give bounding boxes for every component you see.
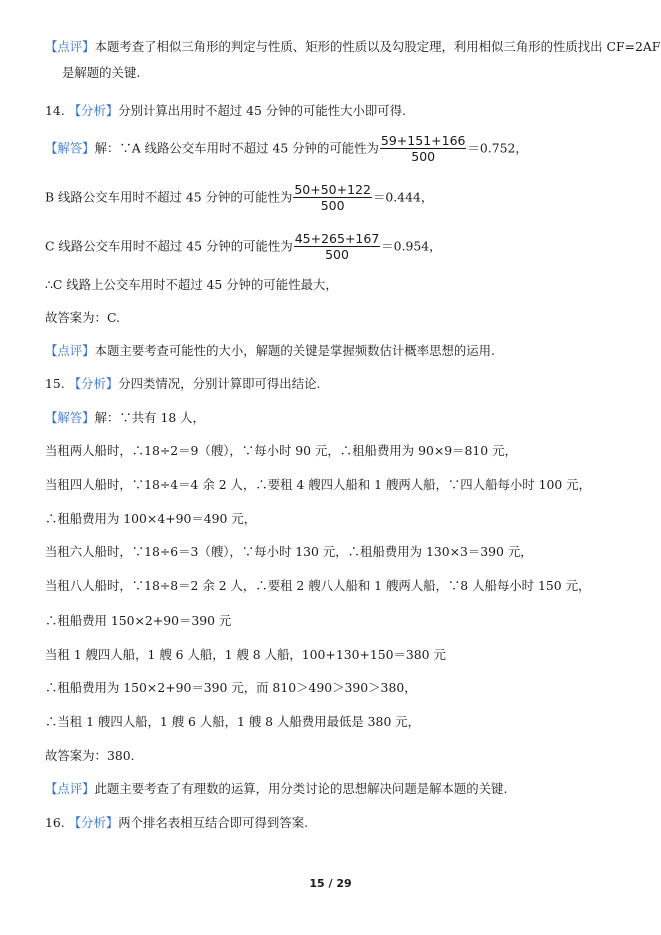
- fraction: [294, 231, 381, 263]
- solution-line: [45, 647, 641, 663]
- solution-line: [45, 544, 641, 560]
- solution-text: 解：∵共有 18 人，: [94, 410, 205, 425]
- solution-line: [45, 613, 641, 629]
- analysis-tag: 【分析】: [68, 376, 119, 391]
- comment-line: [45, 39, 661, 55]
- fraction: [293, 182, 372, 214]
- analysis-tag: 【分析】: [68, 815, 119, 830]
- comment-text: 本题主要考查可能性的大小，解题的关键是掌握频数估计概率思想的运用.: [94, 343, 496, 358]
- question-14-comment: [45, 343, 641, 359]
- comment-continuation-text: 是解题的关键.: [62, 65, 141, 80]
- comment-tag: 【点评】: [45, 39, 95, 54]
- question-15-solution: [45, 410, 641, 426]
- solution-text: C 线路公交车用时不超过 45 分钟的可能性为: [45, 238, 293, 254]
- analysis-tag: 【分析】: [68, 103, 119, 118]
- question-14-answer: [45, 310, 641, 326]
- solution-result: ＝0.752，: [467, 140, 528, 156]
- solution-tag: 【解答】: [45, 410, 95, 425]
- solution-line: [45, 680, 641, 696]
- analysis-text: 两个排名表相互结合即可得到答案.: [118, 815, 309, 830]
- fraction: [380, 133, 467, 165]
- conclusion-text: ∴C 线路上公交车用时不超过 45 分钟的可能性最大，: [45, 277, 338, 292]
- comment-text: 本题考查了相似三角形的判定与性质、矩形的性质以及勾股定理，利用相似三角形的性质找出 CF=2AF: [94, 39, 661, 54]
- solution-tag: 【解答】: [45, 140, 95, 156]
- question-15-answer: [45, 748, 641, 764]
- answer-text: 故答案为：C.: [45, 310, 120, 325]
- solution-text: B 线路公交车用时不超过 45 分钟的可能性为: [45, 189, 293, 205]
- solution-line: [45, 443, 641, 459]
- comment-tag: 【点评】: [45, 343, 95, 358]
- fraction-numerator: 45+265+167: [294, 231, 380, 246]
- question-number: 16.: [45, 815, 65, 830]
- solution-line-text: ∴租船费用为 100×4+90＝490 元，: [45, 511, 257, 526]
- page-number: 15 / 29: [309, 877, 352, 890]
- comment-text: 此题主要考查了有理数的运算，用分类讨论的思想解决问题是解本题的关键.: [94, 781, 508, 796]
- fraction-denominator: 500: [320, 198, 345, 213]
- question-14-analysis: [45, 103, 641, 119]
- question-15-analysis: [45, 376, 641, 392]
- solution-line: [45, 477, 641, 493]
- question-14-solution-a: [45, 133, 641, 165]
- analysis-text: 分四类情况，分别计算即可得出结论.: [118, 376, 321, 391]
- answer-text: 故答案为：380.: [45, 748, 135, 763]
- solution-line-text: ∴租船费用为 150×2+90＝390 元，而 810＞490＞390＞380，: [45, 680, 417, 695]
- question-number: 15.: [45, 376, 65, 391]
- comment-tag: 【点评】: [45, 781, 95, 796]
- question-14-solution-c: [45, 231, 641, 263]
- solution-line-text: 当租四人船时，∵18÷4＝4 余 2 人，∴要租 4 艘四人船和 1 艘两人船，∵四人船每小时 100 元，: [45, 477, 591, 492]
- analysis-text: 分别计算出用时不超过 45 分钟的可能性大小即可得.: [118, 103, 407, 118]
- solution-line-text: ∴当租 1 艘四人船，1 艘 6 人船，1 艘 8 人船费用最低是 380 元，: [45, 714, 421, 729]
- solution-line-text: 当租八人船时，∵18÷8＝2 余 2 人，∴要租 2 艘八人船和 1 艘两人船，∵8 人船每小时 150 元，: [45, 578, 591, 593]
- solution-text: 解：∵A 线路公交车用时不超过 45 分钟的可能性为: [94, 140, 379, 156]
- comment-continuation: [62, 65, 641, 81]
- question-14-conclusion: [45, 277, 641, 293]
- fraction-numerator: 50+50+122: [294, 182, 371, 197]
- question-16-analysis: [45, 815, 641, 831]
- solution-result: ＝0.444，: [372, 189, 434, 205]
- solution-result: ＝0.954，: [381, 238, 442, 254]
- solution-line: [45, 714, 641, 730]
- fraction-denominator: 500: [325, 247, 349, 262]
- solution-line-text: 当租两人船时，∴18÷2＝9（艘），∵每小时 90 元，∴租船费用为 90×9＝810 元，: [45, 443, 517, 458]
- fraction-numerator: 59+151+166: [380, 133, 466, 148]
- solution-line-text: 当租 1 艘四人船，1 艘 6 人船，1 艘 8 人船，100+130+150＝380 元: [45, 647, 446, 662]
- solution-line-text: ∴租船费用 150×2+90＝390 元: [45, 613, 232, 628]
- solution-line-text: 当租六人船时，∵18÷6＝3（艘），∵每小时 130 元，∴租船费用为 130×3＝390 元，: [45, 544, 533, 559]
- solution-line: [45, 578, 641, 594]
- solution-line: [45, 511, 641, 527]
- question-14-solution-b: [45, 182, 641, 214]
- question-number: 14.: [45, 103, 65, 118]
- fraction-denominator: 500: [411, 149, 436, 164]
- question-15-comment: [45, 781, 641, 797]
